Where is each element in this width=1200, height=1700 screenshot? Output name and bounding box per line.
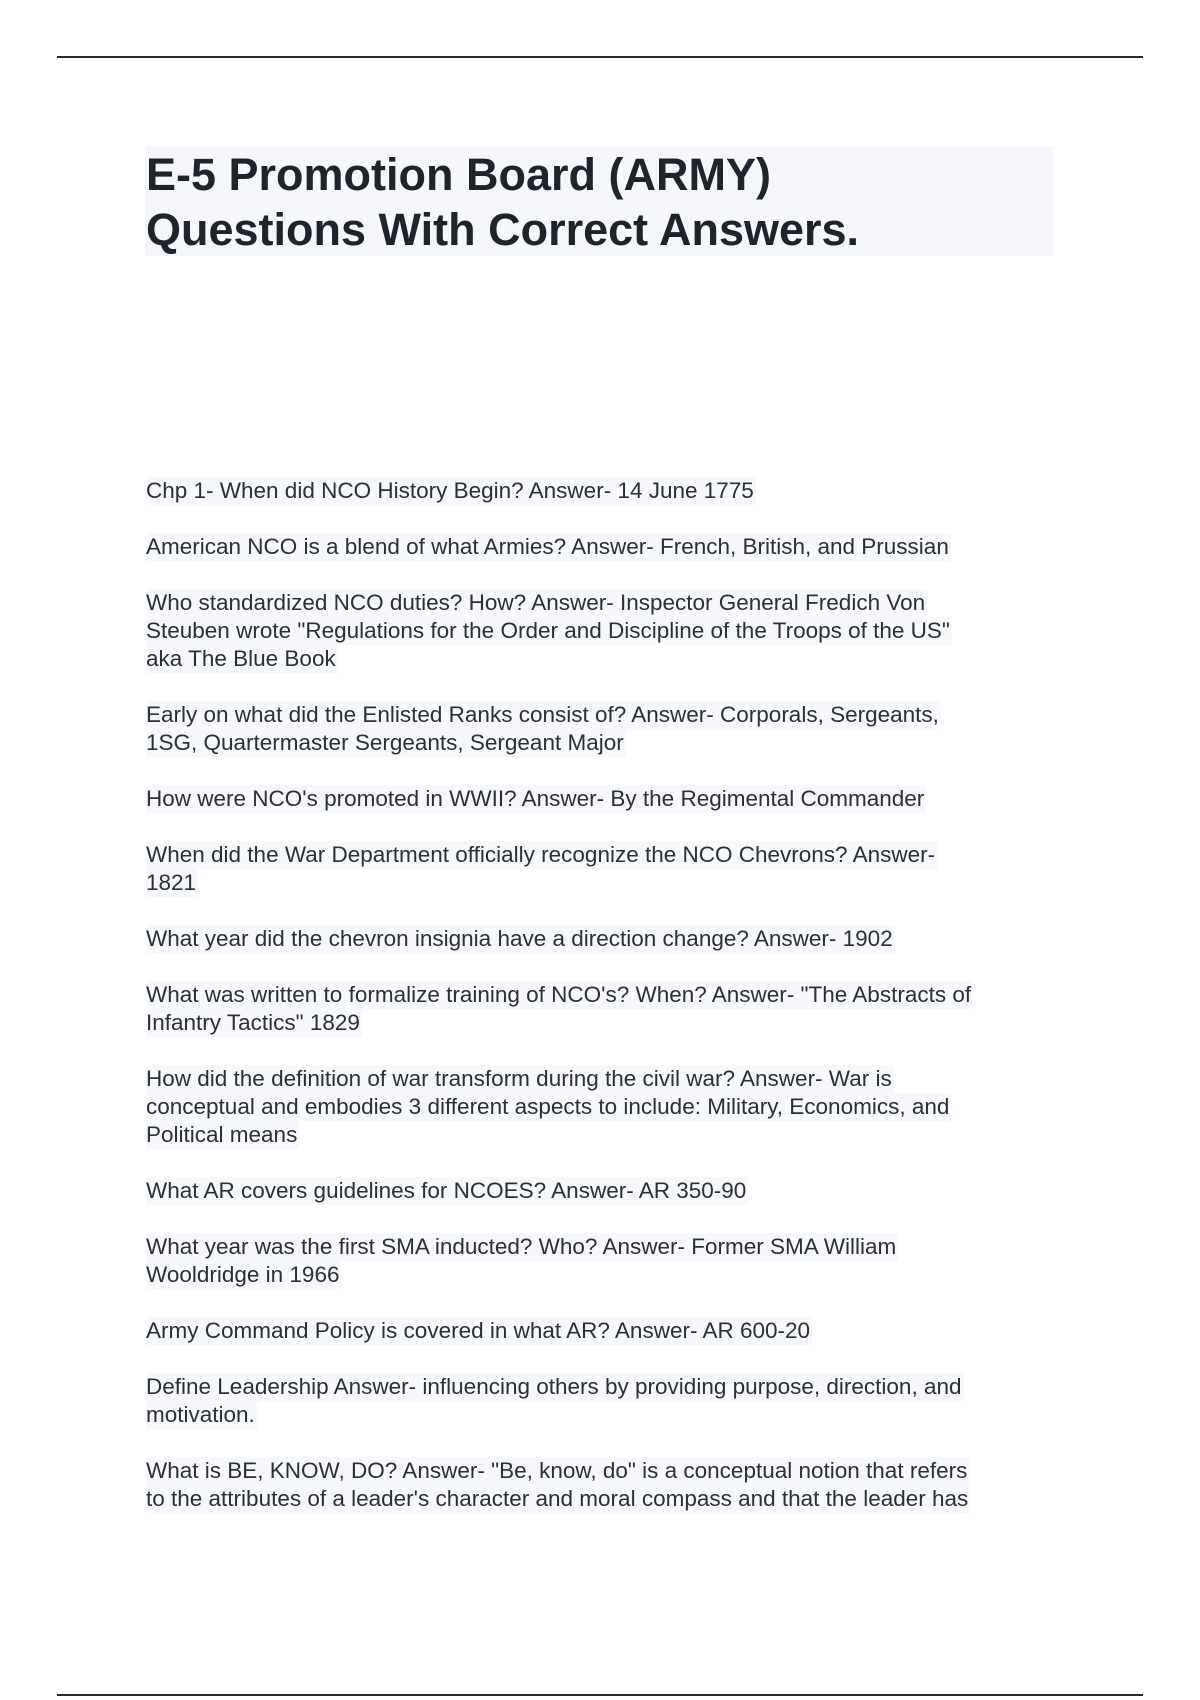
qa-item	[146, 981, 1066, 1037]
qa-item	[146, 701, 1066, 757]
qa-item	[146, 477, 1066, 505]
qa-line: 1SG, Quartermaster Sergeants, Sergeant Major	[146, 730, 624, 755]
qa-line: What AR covers guidelines for NCOES? Answer- AR 350-90	[146, 1178, 747, 1203]
qa-item	[146, 1317, 1066, 1345]
qa-line: Define Leadership Answer- influencing others by providing purpose, direction, and	[146, 1374, 962, 1399]
qa-item	[146, 841, 1066, 897]
qa-line: Army Command Policy is covered in what AR? Answer- AR 600-20	[146, 1318, 811, 1343]
qa-item	[146, 925, 1066, 953]
qa-line: Infantry Tactics" 1829	[146, 1010, 360, 1035]
qa-item	[146, 589, 1066, 673]
qa-item	[146, 1457, 1066, 1513]
qa-item	[146, 1233, 1066, 1289]
qa-item	[146, 1177, 1066, 1205]
qa-line: American NCO is a blend of what Armies? Answer- French, British, and Prussian	[146, 534, 949, 559]
qa-item	[146, 785, 1066, 813]
qa-line: When did the War Department officially recognize the NCO Chevrons? Answer-	[146, 842, 936, 867]
qa-line: How did the definition of war transform during the civil war? Answer- War is	[146, 1066, 892, 1091]
qa-line: conceptual and embodies 3 different aspects to include: Military, Economics, and	[146, 1094, 950, 1119]
qa-line: motivation.	[146, 1402, 255, 1427]
qa-line: Wooldridge in 1966	[146, 1262, 340, 1287]
qa-line: How were NCO's promoted in WWII? Answer- By the Regimental Commander	[146, 786, 925, 811]
qa-line: What year did the chevron insignia have a direction change? Answer- 1902	[146, 926, 893, 951]
qa-line: 1821	[146, 870, 197, 895]
qa-item	[146, 533, 1066, 561]
qa-item	[146, 1065, 1066, 1149]
qa-line: Early on what did the Enlisted Ranks consist of? Answer- Corporals, Sergeants,	[146, 702, 939, 727]
qa-line: Chp 1- When did NCO History Begin? Answer- 14 June 1775	[146, 478, 754, 503]
document-title	[146, 147, 1046, 257]
qa-line: Who standardized NCO duties? How? Answer- Inspector General Fredich Von	[146, 590, 926, 615]
bottom-divider	[57, 1694, 1143, 1696]
qa-line: What year was the first SMA inducted? Who? Answer- Former SMA William	[146, 1234, 897, 1259]
qa-line: aka The Blue Book	[146, 646, 336, 671]
qa-line: What was written to formalize training of NCO's? When? Answer- "The Abstracts of	[146, 982, 972, 1007]
title-line: E-5 Promotion Board (ARMY)	[146, 149, 771, 200]
qa-line: Political means	[146, 1122, 298, 1147]
qa-item	[146, 1373, 1066, 1429]
question-answer-list	[146, 477, 1066, 1513]
qa-line: What is BE, KNOW, DO? Answer- "Be, know, do" is a conceptual notion that refers	[146, 1458, 968, 1483]
qa-line: to the attributes of a leader's character and moral compass and that the leader has	[146, 1486, 969, 1511]
qa-line: Steuben wrote "Regulations for the Order and Discipline of the Troops of the US"	[146, 618, 950, 643]
title-line: Questions With Correct Answers.	[146, 204, 860, 255]
top-divider	[57, 56, 1143, 58]
